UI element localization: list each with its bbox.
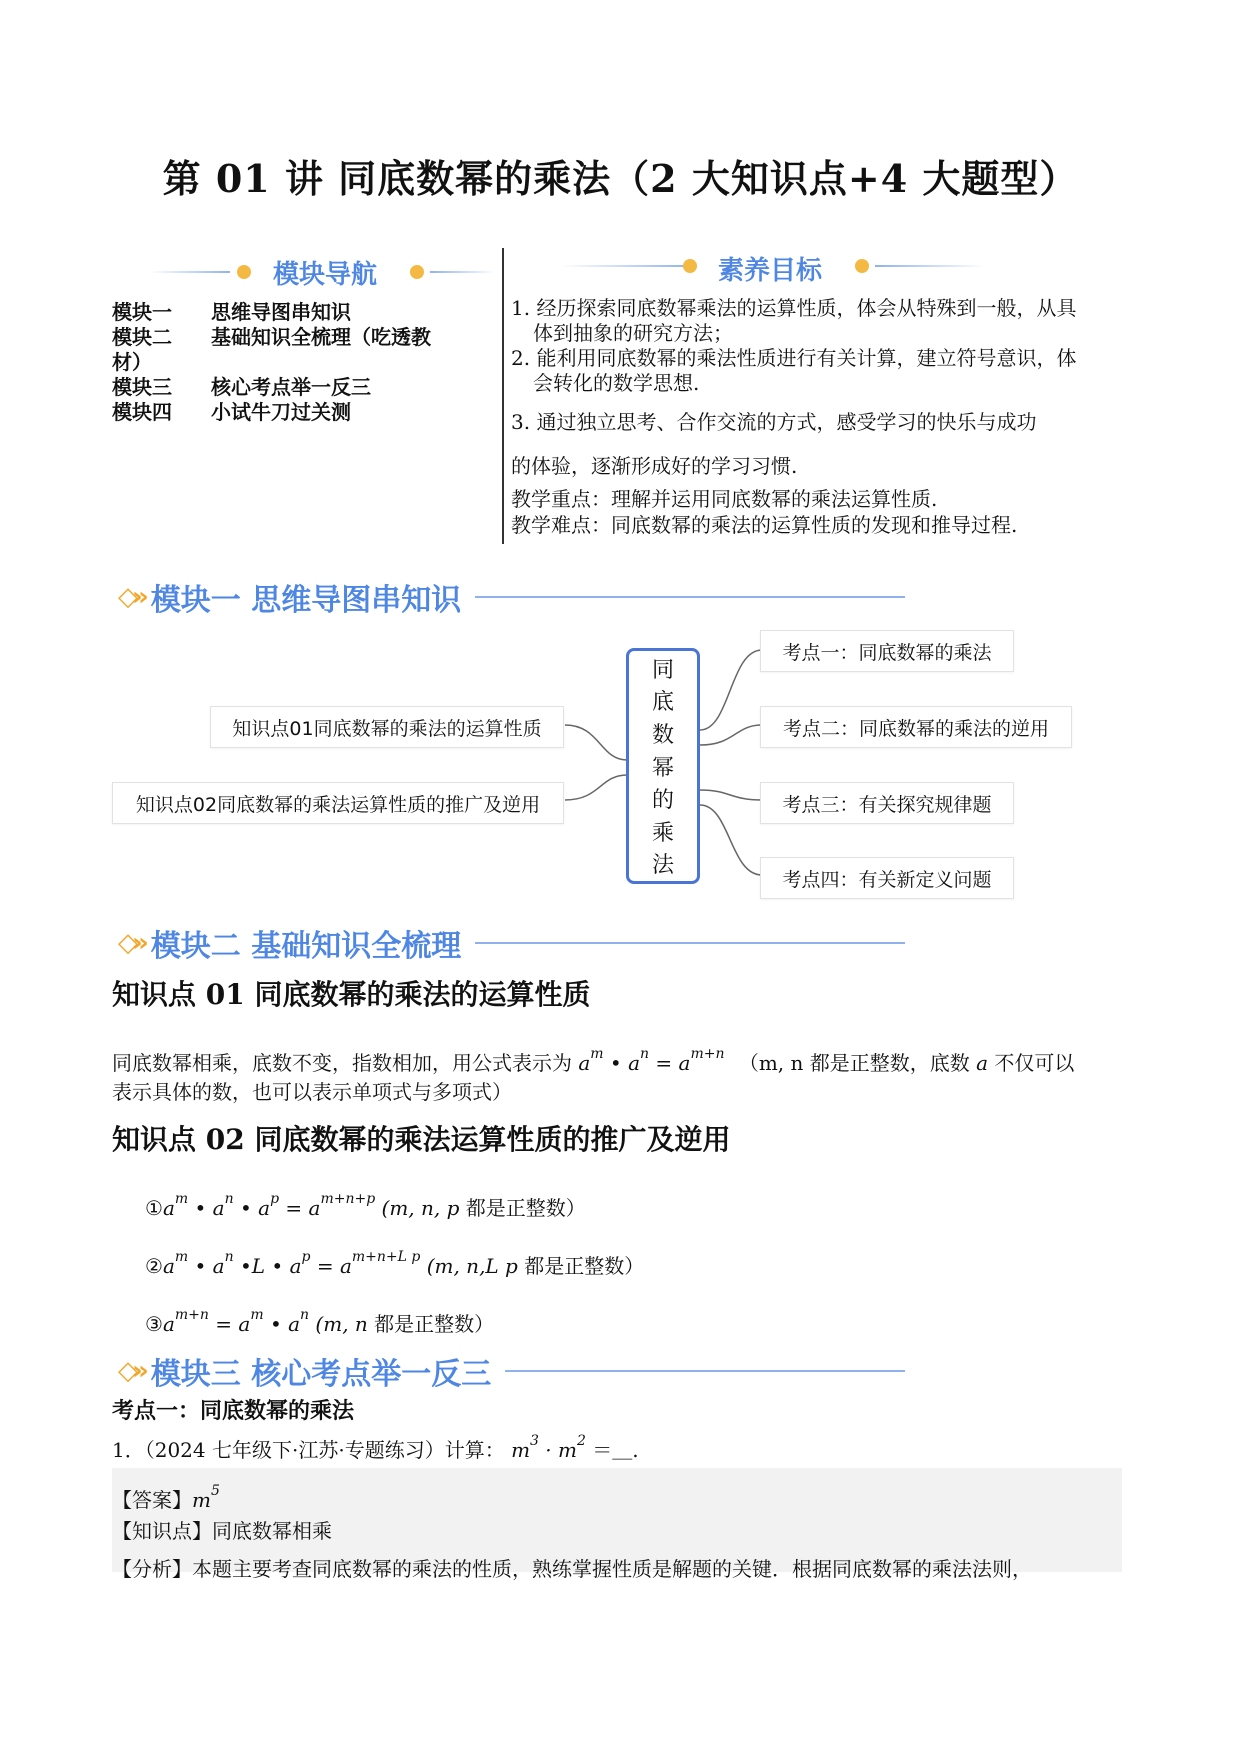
kp1-text: 不仅可以	[994, 1051, 1075, 1075]
section-title: 模块三 核心考点举一反三	[150, 1357, 492, 1392]
analysis-row	[112, 1550, 1132, 1588]
analysis-label: 【分析】	[112, 1557, 192, 1581]
kp2-formula-suffix: 都是正整数）	[374, 1312, 495, 1336]
knowledge-label: 【知识点】	[112, 1519, 212, 1543]
mindmap-node-exam-2: 考点二：同底数幂的乘法的逆用	[760, 706, 1072, 748]
mindmap-link	[700, 790, 762, 800]
section-rule	[505, 1370, 905, 1372]
nav-item-text: 基础知识全梳理（吃透教	[211, 325, 431, 349]
kp1-text: 同底数幂相乘，底数不变，指数相加，用公式表示为	[112, 1051, 572, 1075]
goal-line: 1. 经历探索同底数幂乘法的运算性质，体会从特殊到一般，从具	[511, 296, 1077, 320]
mindmap-node-exam-3: 考点三：有关探究规律题	[760, 782, 1014, 824]
center-char: 同	[651, 657, 674, 683]
question-text: 1．（2024 七年级下·江苏·专题练习）计算：	[112, 1438, 505, 1462]
center-char: 幂	[651, 755, 674, 781]
kp2-formula-1: $①a^m$ • $a^n$ • $a^p = a^{m+n+p}$ (m, n, p 都是正整数）	[145, 1191, 586, 1220]
mindmap-link	[700, 805, 762, 875]
section-rule	[475, 942, 905, 944]
question-1	[112, 1422, 639, 1469]
mindmap-node-knowledge-1: 知识点01同底数幂的乘法的运算性质	[210, 706, 564, 748]
goal-key-point: 教学重点：理解并运用同底数幂的乘法运算性质.	[511, 487, 938, 511]
nav-item-text: 小试牛刀过关测	[211, 400, 351, 424]
kp1-body-line2: 表示具体的数，也可以表示单项式与多项式）	[112, 1080, 512, 1104]
nav-item-text: 核心考点举一反三	[211, 375, 371, 399]
nav-item-text: 材）	[112, 350, 152, 374]
nav-title: 模块导航	[273, 260, 378, 290]
kp1-formula: $a^m$ • $a^n = a^{m+n}$	[578, 1046, 725, 1075]
answer-row: 【答案】$m^5$	[112, 1483, 220, 1512]
kp2-formula-suffix: 都是正整数）	[524, 1254, 645, 1278]
center-char: 的	[651, 788, 674, 814]
kp2-title: 知识点 02 同底数幂的乘法运算性质的推广及逆用	[112, 1123, 731, 1156]
center-char: 数	[651, 722, 674, 748]
section-header-basics	[118, 921, 905, 965]
center-char: 乘	[651, 820, 674, 846]
kp1-title: 知识点 01 同底数幂的乘法的运算性质	[112, 978, 591, 1011]
mindmap-link	[565, 725, 627, 760]
kp2-formula-2: $②a^m$ • $a^n$ •L • $a^p = a^{m+n+L p}$ (m, n,L p 都是正整数）	[145, 1249, 645, 1278]
mindmap-node-knowledge-2: 知识点02同底数幂的乘法运算性质的推广及逆用	[112, 782, 564, 824]
nav-item-label: 模块一	[112, 300, 172, 324]
page-title: 第 01 讲 同底数幂的乘法（2 大知识点+4 大题型）	[162, 156, 1079, 201]
knowledge-row	[112, 1512, 332, 1550]
goal-line: 会转化的数学思想.	[533, 371, 700, 395]
section-title: 模块一 思维导图串知识	[150, 583, 462, 618]
analysis-text: 本题主要考查同底数幂的乘法的性质，熟练掌握性质是解题的关键．根据同底数幂的乘法法则，	[192, 1557, 1032, 1581]
question-blank: ＝＿.	[592, 1438, 639, 1462]
kp1-body: 同底数幂相乘，底数不变，指数相加，用公式表示为 $a^m$ • $a^n = a^{m+n}$ （m, n 都是正整数，底数 a 不仅可以	[112, 1046, 1075, 1075]
mindmap-link	[565, 775, 627, 800]
double-chevron-icon: ◇»	[118, 1356, 143, 1386]
goal-line: 的体验，逐渐形成好的学习习惯.	[511, 454, 798, 478]
nav-item-label: 模块四	[112, 400, 172, 424]
goal-line: 3. 通过独立思考、合作交流的方式，感受学习的快乐与成功	[511, 410, 1037, 434]
center-char: 底	[651, 690, 674, 716]
answer-label: 【答案】	[112, 1488, 192, 1512]
knowledge-value: 同底数幂相乘	[212, 1519, 332, 1543]
center-char: 法	[651, 853, 674, 879]
nav-item-label: 模块二	[112, 325, 172, 349]
kp1-text: （m, n 都是正整数，底数	[738, 1051, 970, 1075]
exam-point-title: 考点一：同底数幂的乘法	[112, 1399, 355, 1424]
nav-item-text: 思维导图串知识	[211, 300, 351, 324]
kp2-formula-suffix: 都是正整数）	[465, 1196, 586, 1220]
mindmap-link	[700, 650, 762, 730]
section-header-core	[118, 1349, 905, 1393]
double-chevron-icon: ◇»	[118, 582, 143, 612]
goal-line: 2. 能利用同底数幂的乘法性质进行有关计算，建立符号意识，体	[511, 346, 1077, 370]
question-formula: $m^3 \cdot m^2$	[511, 1433, 586, 1462]
goal-line: 体到抽象的研究方法；	[533, 321, 733, 345]
nav-item-label: 模块三	[112, 375, 172, 399]
section-title: 模块二 基础知识全梳理	[150, 929, 462, 964]
mindmap-node-exam-1: 考点一：同底数幂的乘法	[760, 630, 1014, 672]
kp2-formula-3: $③a^{m+n} = a^m$ • $a^n$ (m, n 都是正整数）	[145, 1307, 495, 1336]
mindmap-link	[700, 725, 762, 745]
mindmap-center-node	[626, 648, 700, 884]
double-chevron-icon: ◇»	[118, 928, 143, 958]
goal-difficulty: 教学难点：同底数幂的乘法的运算性质的发现和推导过程.	[511, 513, 1018, 537]
goals-title: 素养目标	[718, 256, 823, 286]
mindmap-node-exam-4: 考点四：有关新定义问题	[760, 857, 1014, 899]
